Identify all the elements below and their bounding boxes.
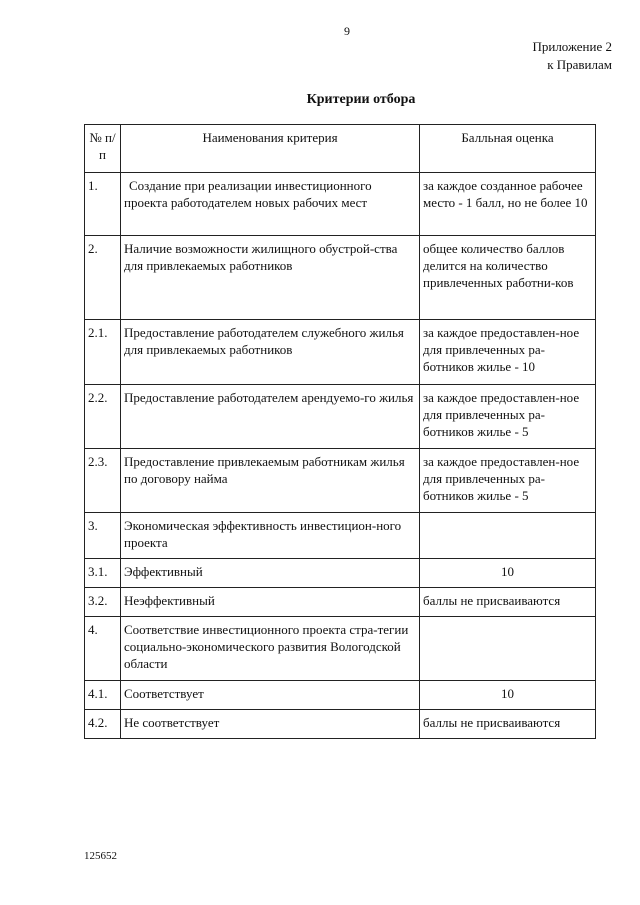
row-number: 2.2. <box>85 385 121 449</box>
row-number: 4.1. <box>85 681 121 710</box>
criterion-score: баллы не присваиваются <box>420 710 596 739</box>
row-number: 4.2. <box>85 710 121 739</box>
criterion-name: Соответствие инвестиционного проекта стра-тегии социально-экономического развития Вологодской области <box>121 617 420 681</box>
criterion-name: Предоставление работодателем служебного жилья для привлекаемых работников <box>121 320 420 385</box>
criterion-name: Экономическая эффективность инвестицион-ного проекта <box>121 513 420 559</box>
table-row <box>85 320 596 385</box>
criterion-name: Эффективный <box>121 559 420 588</box>
criterion-score: за каждое предоставлен-ное для привлеченных ра-ботников жилье - 10 <box>420 320 596 385</box>
criterion-name: Наличие возможности жилищного обустрой-ства для привлекаемых работников <box>121 236 420 320</box>
criterion-score <box>420 617 596 681</box>
row-number: 3. <box>85 513 121 559</box>
table-row <box>85 385 596 449</box>
row-number: 1. <box>85 173 121 236</box>
table-header-row <box>85 125 596 173</box>
table-row <box>85 710 596 739</box>
row-number: 4. <box>85 617 121 681</box>
criterion-score: за каждое предоставлен-ное для привлеченных ра-ботников жилье - 5 <box>420 449 596 513</box>
row-number: 2. <box>85 236 121 320</box>
criterion-score: баллы не присваиваются <box>420 588 596 617</box>
row-number: 3.1. <box>85 559 121 588</box>
criterion-name: Неэффективный <box>121 588 420 617</box>
row-number: 3.2. <box>85 588 121 617</box>
criterion-name: Создание при реализации инвестиционного проекта работодателем новых рабочих мест <box>121 173 420 236</box>
table-row <box>85 559 596 588</box>
header-number: № п/п <box>85 125 121 173</box>
header-criterion-name: Наименования критерия <box>121 125 420 173</box>
table-row <box>85 173 596 236</box>
table-row <box>85 449 596 513</box>
table-row <box>85 617 596 681</box>
criterion-name: Предоставление привлекаемым работникам жилья по договору найма <box>121 449 420 513</box>
table-row <box>85 236 596 320</box>
criterion-score: общее количество баллов делится на количество привлеченных работни-ков <box>420 236 596 320</box>
criteria-table <box>84 124 596 739</box>
criterion-score: за каждое созданное рабочее место - 1 балл, но не более 10 <box>420 173 596 236</box>
table-row <box>85 681 596 710</box>
page-number: 9 <box>344 24 350 38</box>
criterion-name: Предоставление работодателем арендуемо-го жилья <box>121 385 420 449</box>
criterion-name: Соответствует <box>121 681 420 710</box>
appendix-line-1: Приложение 2 <box>532 39 612 54</box>
document-title: Критерии отбора <box>306 92 416 107</box>
table-row <box>85 588 596 617</box>
table-row <box>85 513 596 559</box>
appendix-reference <box>532 38 612 74</box>
document-code: 125652 <box>84 850 117 862</box>
row-number: 2.1. <box>85 320 121 385</box>
criterion-score: 10 <box>420 559 596 588</box>
header-score: Балльная оценка <box>420 125 596 173</box>
criterion-score <box>420 513 596 559</box>
criterion-name: Не соответствует <box>121 710 420 739</box>
appendix-line-2: к Правилам <box>547 57 612 72</box>
criterion-score: за каждое предоставлен-ное для привлеченных ра-ботников жилье - 5 <box>420 385 596 449</box>
criterion-score: 10 <box>420 681 596 710</box>
row-number: 2.3. <box>85 449 121 513</box>
